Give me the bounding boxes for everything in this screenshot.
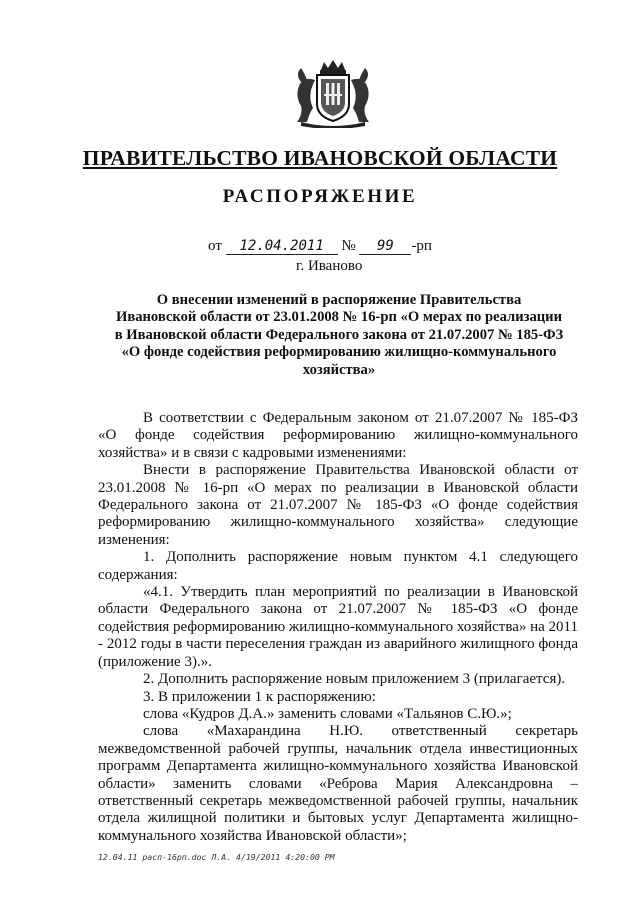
body-paragraph: 1. Дополнить распоряжение новым пунктом 4.1 следующего содержания:: [98, 549, 578, 583]
subject-line: «О фонде содействия реформированию жилищно-коммунального: [121, 344, 557, 361]
body-paragraph: слова «Кудров Д.А.» заменить словами «Тальянов С.Ю.»;: [143, 705, 512, 722]
file-footer: 12.04.11 расп-16рп.doc Л.А. 4/19/2011 4:20:00 PM: [98, 852, 335, 862]
body-paragraph: Внести в распоряжение Правительства Ивановской области от 23.01.2008 № 16-рп «О мерах по реализации в Ивановской области Федерального закона от 21.07.2007 № 185-ФЗ «О фонде содействия реформированию жилищно-коммунального хозяйства» следующие изменения:: [98, 462, 578, 548]
issue-number: 99: [359, 238, 411, 255]
issue-line: [0, 238, 640, 255]
government-title: ПРАВИТЕЛЬСТВО ИВАНОВСКОЙ ОБЛАСТИ: [82, 146, 558, 170]
number-sign: №: [341, 238, 356, 254]
date-prefix: от: [208, 238, 222, 254]
document-type: РАСПОРЯЖЕНИЕ: [222, 186, 418, 207]
body-paragraph: «4.1. Утвердить план мероприятий по реализации в Ивановской области Федерального закона от 21.07.2007 № 185-ФЗ «О фонде содействия реформированию жилищно-коммунального хозяйства» на 2011 - 2012 годы в части переселения граждан из аварийного жилищного фонда (приложение 3).».: [98, 584, 578, 670]
issue-date: 12.04.2011: [226, 238, 338, 255]
document-body: [98, 410, 578, 845]
issue-city: г. Иваново: [296, 258, 363, 274]
coat-of-arms-icon: [291, 60, 375, 128]
body-paragraph: 2. Дополнить распоряжение новым приложением 3 (прилагается).: [143, 671, 566, 688]
document-subject: [104, 292, 574, 379]
number-suffix: -рп: [411, 238, 432, 254]
subject-line: хозяйства»: [302, 361, 376, 378]
subject-line: Ивановской области от 23.01.2008 № 16-рп «О мерах по реализации: [115, 309, 562, 326]
body-paragraph: В соответствии с Федеральным законом от 21.07.2007 № 185-ФЗ «О фонде содействия реформированию жилищно-коммунального хозяйства» и в связи с кадровыми изменениями:: [98, 410, 578, 461]
subject-line: в Ивановской области Федерального закона от 21.07.2007 № 185-ФЗ: [114, 326, 564, 343]
subject-line: О внесении изменений в распоряжение Правительства: [156, 292, 522, 308]
body-paragraph: слова «Махарандина Н.Ю. ответственный секретарь межведомственной рабочей группы, начальник отдела инвестиционных программ Департамента жилищно-коммунального хозяйства Ивановской области» заменить словами «Реброва Мария Александровна – ответственный секретарь межведомственной рабочей группы, начальник отдела жилищной политики и бытовых услуг Департамента жилищно-коммунального хозяйства Ивановской области»;: [98, 723, 578, 844]
body-paragraph: 3. В приложении 1 к распоряжению:: [143, 688, 376, 705]
